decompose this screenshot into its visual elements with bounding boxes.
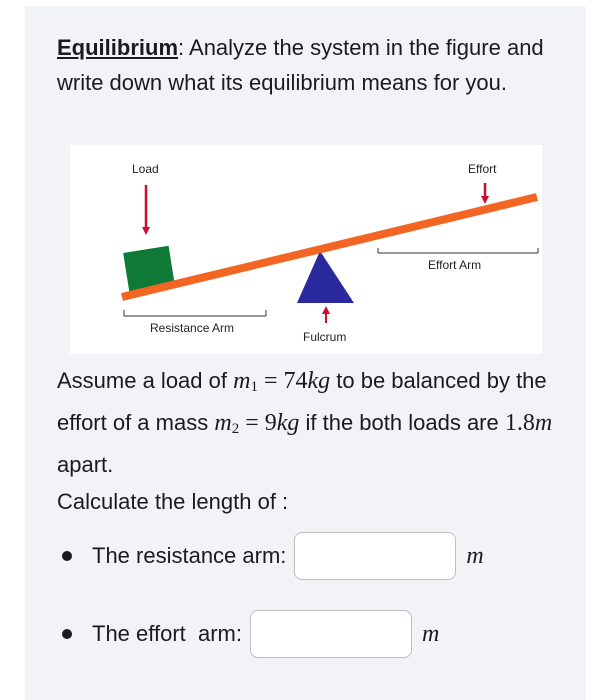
- fulcrum-label: Fulcrum: [303, 330, 347, 344]
- problem-text-1: Assume a load of: [57, 368, 234, 393]
- problem-text-4: apart.: [57, 452, 114, 477]
- bullet-icon: [62, 551, 72, 561]
- m1-expression: [233, 368, 330, 394]
- load-label: Load: [132, 162, 159, 176]
- m2-symbol: m: [214, 410, 232, 436]
- question-intro: Equilibrium: Analyze the system in the figure and write down what its equilibrium means for you.: [57, 35, 544, 95]
- m2-subscript: 2: [231, 421, 240, 437]
- problem-statement: [57, 363, 577, 482]
- effort-arm-label: Effort Arm: [428, 258, 482, 272]
- distance-unit: m: [534, 410, 553, 436]
- distance-expression: [505, 410, 552, 436]
- resistance-arm-label: Resistance Arm: [150, 321, 235, 335]
- problem-text-3: if the both loads are: [299, 410, 505, 435]
- m2-unit: kg: [276, 410, 300, 436]
- calculate-prompt: Calculate the length of :: [57, 489, 289, 514]
- m1-unit: kg: [307, 368, 331, 394]
- fulcrum-triangle: [297, 251, 354, 303]
- resistance-arm-bracket: [124, 310, 266, 316]
- effort-arm-unit: m: [421, 620, 440, 647]
- answer-row-effort-arm: [62, 610, 439, 658]
- m1-equals: =: [257, 368, 284, 394]
- effort-arm-question: The effort arm:: [92, 621, 242, 646]
- resistance-arm-question: The resistance arm:: [92, 543, 287, 568]
- resistance-arm-input[interactable]: [294, 532, 456, 580]
- m1-value: 74: [283, 368, 308, 394]
- distance-value: 1.8: [504, 410, 535, 436]
- question-title: Equilibrium: [57, 35, 178, 60]
- lever-figure: [70, 145, 542, 354]
- m1-subscript: 1: [250, 379, 258, 395]
- bullet-icon: [62, 629, 72, 639]
- answer-row-resistance-arm: [62, 532, 484, 580]
- resistance-arm-unit: m: [466, 542, 484, 569]
- m2-value: 9: [264, 410, 277, 436]
- effort-label: Effort: [468, 162, 497, 176]
- effort-arm-input[interactable]: [250, 610, 412, 658]
- m1-symbol: m: [233, 368, 251, 394]
- m2-equals: =: [239, 410, 265, 436]
- problem-text-2: to be balanced by the effort of a mass: [57, 368, 547, 435]
- lever-diagram: [70, 145, 542, 354]
- question-card: [25, 6, 586, 700]
- question-intro-text: Analyze the system in the figure and write down what its equilibrium means for you.: [57, 35, 544, 95]
- m2-expression: [214, 410, 299, 436]
- effort-arm-bracket: [378, 248, 538, 253]
